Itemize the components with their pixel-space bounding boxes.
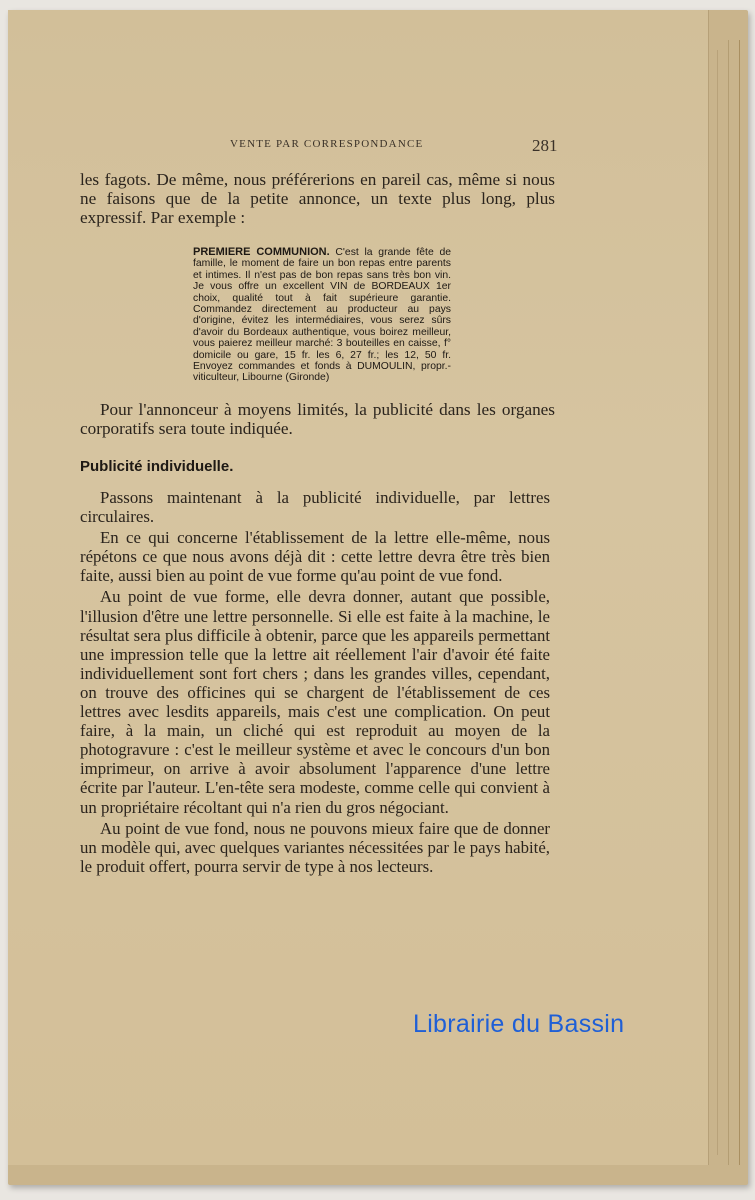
page-edge xyxy=(717,50,726,1155)
intro-text xyxy=(80,170,555,228)
after-ad-text xyxy=(80,400,555,438)
running-title: VENTE PAR CORRESPONDANCE xyxy=(230,138,424,150)
page-number: 281 xyxy=(532,136,558,155)
section-paragraph: Au point de vue forme, elle devra donner, autant que possible, l'illusion d'être une lettre personnelle. Si elle est faite à la machine, le résultat sera plus difficile à obtenir, parce que les appareils permettant une impression telle que la lettre ait réellement l'air d'avoir été faite individuellement sont fort chers ; dans les grandes villes, cependant, on trouve des officines qui se chargent de l'établissement de ces lettres avec lesdits appareils, mais c'est une complication. On peut faire, à la main, un cliché qui est reproduit au moyen de la photogravure : c'est le meilleur système et avec le concours d'un bon imprimeur, on arrive à avoir absolument l'apparence d'une lettre écrite par l'auteur. L'en-tête sera modeste, comme celle qui convient à un propriétaire récoltant qui n'a rien du gros négociant. xyxy=(80,587,550,817)
section-paragraph: Au point de vue fond, nous ne pouvons mieux faire que de donner un modèle qui, avec quelques variantes nécessitées par le pays habité, le produit offert, pourra servir de type à nos lecteurs. xyxy=(80,818,550,876)
section-paragraph: Passons maintenant à la publicité individuelle, par lettres circulaires. xyxy=(80,488,550,527)
section-heading: Publicité individuelle. xyxy=(80,458,234,475)
section-paragraph: En ce qui concerne l'établissement de la lettre elle-même, nous répétons ce que nous avons déjà dit : cette lettre devra être très bien faite, aussi bien au point de vue forme qu'au point de vue fond. xyxy=(80,528,550,586)
watermark-text: Librairie du Bassin xyxy=(413,1010,625,1038)
page-edge xyxy=(728,40,740,1165)
advertisement-lead: PREMIERE COMMUNION. xyxy=(193,246,330,258)
advertisement-text: C'est la grande fête de famille, le moment de faire un bon repas entre parents et intimes. Il n'est pas de bon repas sans très bon vin. Je vous offre un excellent VIN de BORDEAUX 1er choix, qualité tout à fait supérieure garantie. Commandez directement au producteur au pays d'origine, évitez les intermédiaires, vous serez sûrs d'avoir du Bordeaux authentique, vous boirez meilleur, vous paierez meilleur marché: 3 bouteilles en caisse, f° domicile ou gare, 15 fr. les 6, 27 fr.; les 12, 50 fr. Envoyez commandes et fonds à DUMOULIN, propr.-viticulteur, Libourne (Gironde) xyxy=(193,247,452,384)
section-body xyxy=(80,488,550,878)
advertisement-example xyxy=(193,247,451,384)
intro-paragraph: les fagots. De même, nous préférerions en pareil cas, même si nous ne faisons que de la petite annonce, un texte plus long, plus expressif. Par exemple : xyxy=(80,170,555,228)
after-ad-paragraph: Pour l'annonceur à moyens limités, la publicité dans les organes corporatifs sera toute indiquée. xyxy=(80,400,555,439)
